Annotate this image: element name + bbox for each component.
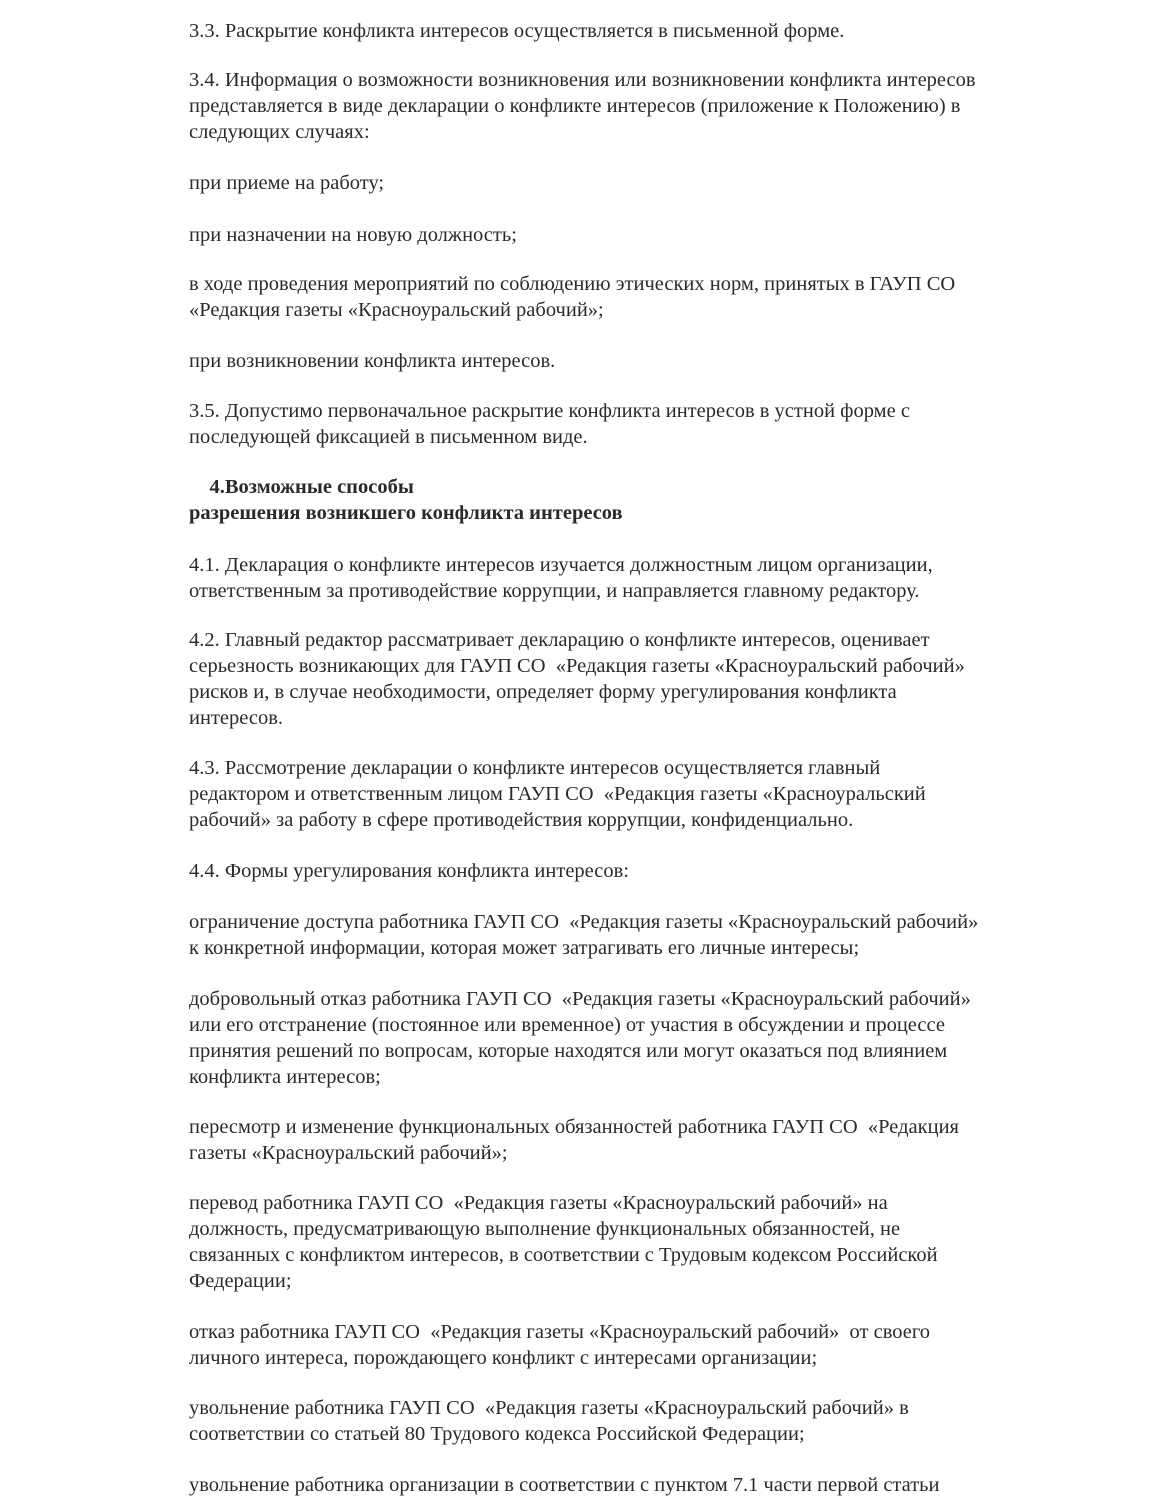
paragraph xyxy=(189,552,1099,604)
text-line: «Редакция газеты «Красноуральский рабочий»; xyxy=(189,299,604,321)
text-line: ответственным за противодействие коррупции, и направляется главному редактору. xyxy=(189,580,920,602)
paragraph xyxy=(189,348,1099,374)
text-line: принятия решений по вопросам, которые находятся или могут оказаться под влиянием xyxy=(189,1040,948,1062)
text-line: в ходе проведения мероприятий по соблюдению этических норм, принятых в ГАУП СО xyxy=(189,273,956,295)
paragraph xyxy=(189,1190,1099,1294)
text-line: конфликта интересов; xyxy=(189,1066,381,1088)
paragraph xyxy=(189,222,1099,248)
text-line: разрешения возникшего конфликта интересов xyxy=(189,502,623,524)
text-line: перевод работника ГАУП СО «Редакция газеты «Красноуральский рабочий» на xyxy=(189,1192,888,1214)
text-line: интересов. xyxy=(189,707,284,729)
paragraph xyxy=(189,627,1099,731)
text-line: при приеме на работу; xyxy=(189,172,385,194)
text-line: 4.2. Главный редактор рассматривает декларацию о конфликте интересов, оценивает xyxy=(189,629,930,651)
text-line: связанных с конфликтом интересов, в соответствии с Трудовым кодексом Российской xyxy=(189,1244,938,1266)
text-line: или его отстранение (постоянное или временное) от участия в обсуждении и процессе xyxy=(189,1014,945,1036)
text-line: Федерации; xyxy=(189,1270,292,1292)
text-line: рисков и, в случае необходимости, определяет форму урегулирования конфликта xyxy=(189,681,897,703)
paragraph xyxy=(189,1395,1099,1447)
text-line: 4.4. Формы урегулирования конфликта интересов: xyxy=(189,860,630,882)
text-line: к конкретной информации, которая может затрагивать его личные интересы; xyxy=(189,937,860,959)
text-line: 3.3. Раскрытие конфликта интересов осуществляется в письменной форме. xyxy=(189,20,845,42)
text-line: 3.4. Информация о возможности возникновения или возникновении конфликта интересов xyxy=(189,69,976,91)
paragraph xyxy=(189,67,1099,145)
paragraph xyxy=(189,909,1099,961)
text-line: редактором и ответственным лицом ГАУП СО «Редакция газеты «Красноуральский xyxy=(189,783,926,805)
text-line: следующих случаях: xyxy=(189,121,370,143)
text-line: рабочий» за работу в сфере противодействия коррупции, конфиденциально. xyxy=(189,809,854,831)
text-line: 4.3. Рассмотрение декларации о конфликте интересов осуществляется главный xyxy=(189,757,881,779)
text-line: серьезность возникающих для ГАУП СО «Редакция газеты «Красноуральский рабочий» xyxy=(189,655,965,677)
text-line: при назначении на новую должность; xyxy=(189,224,517,246)
text-line: пересмотр и изменение функциональных обязанностей работника ГАУП СО «Редакция xyxy=(189,1116,959,1138)
paragraph xyxy=(189,398,1099,450)
text-line: личного интереса, порождающего конфликт с интересами организации; xyxy=(189,1347,818,1369)
text-line: увольнение работника организации в соответствии с пунктом 7.1 части первой статьи xyxy=(189,1474,940,1496)
text-line: добровольный отказ работника ГАУП СО «Редакция газеты «Красноуральский рабочий» xyxy=(189,988,971,1010)
text-line: ограничение доступа работника ГАУП СО «Редакция газеты «Красноуральский рабочий» xyxy=(189,911,979,933)
text-line: 4.Возможные способы xyxy=(189,476,414,498)
text-line: 3.5. Допустимо первоначальное раскрытие конфликта интересов в устной форме с xyxy=(189,400,910,422)
paragraph xyxy=(189,1472,1099,1498)
paragraph xyxy=(189,1114,1099,1166)
paragraph xyxy=(189,858,1099,884)
section-heading xyxy=(189,474,1099,526)
text-line: отказ работника ГАУП СО «Редакция газеты «Красноуральский рабочий» от своего xyxy=(189,1321,930,1343)
text-line: газеты «Красноуральский рабочий»; xyxy=(189,1142,508,1164)
paragraph xyxy=(189,271,1099,323)
text-line: должность, предусматривающую выполнение функциональных обязанностей, не xyxy=(189,1218,901,1240)
paragraph xyxy=(189,755,1099,833)
paragraph xyxy=(189,986,1099,1090)
paragraph xyxy=(189,170,1099,196)
text-line: соответствии со статьей 80 Трудового кодекса Российской Федерации; xyxy=(189,1423,805,1445)
text-line: последующей фиксацией в письменном виде. xyxy=(189,426,588,448)
text-line: 4.1. Декларация о конфликте интересов изучается должностным лицом организации, xyxy=(189,554,933,576)
text-line: при возникновении конфликта интересов. xyxy=(189,350,556,372)
text-line: представляется в виде декларации о конфликте интересов (приложение к Положению) в xyxy=(189,95,961,117)
paragraph xyxy=(189,18,1099,44)
text-line: увольнение работника ГАУП СО «Редакция газеты «Красноуральский рабочий» в xyxy=(189,1397,909,1419)
paragraph xyxy=(189,1319,1099,1371)
